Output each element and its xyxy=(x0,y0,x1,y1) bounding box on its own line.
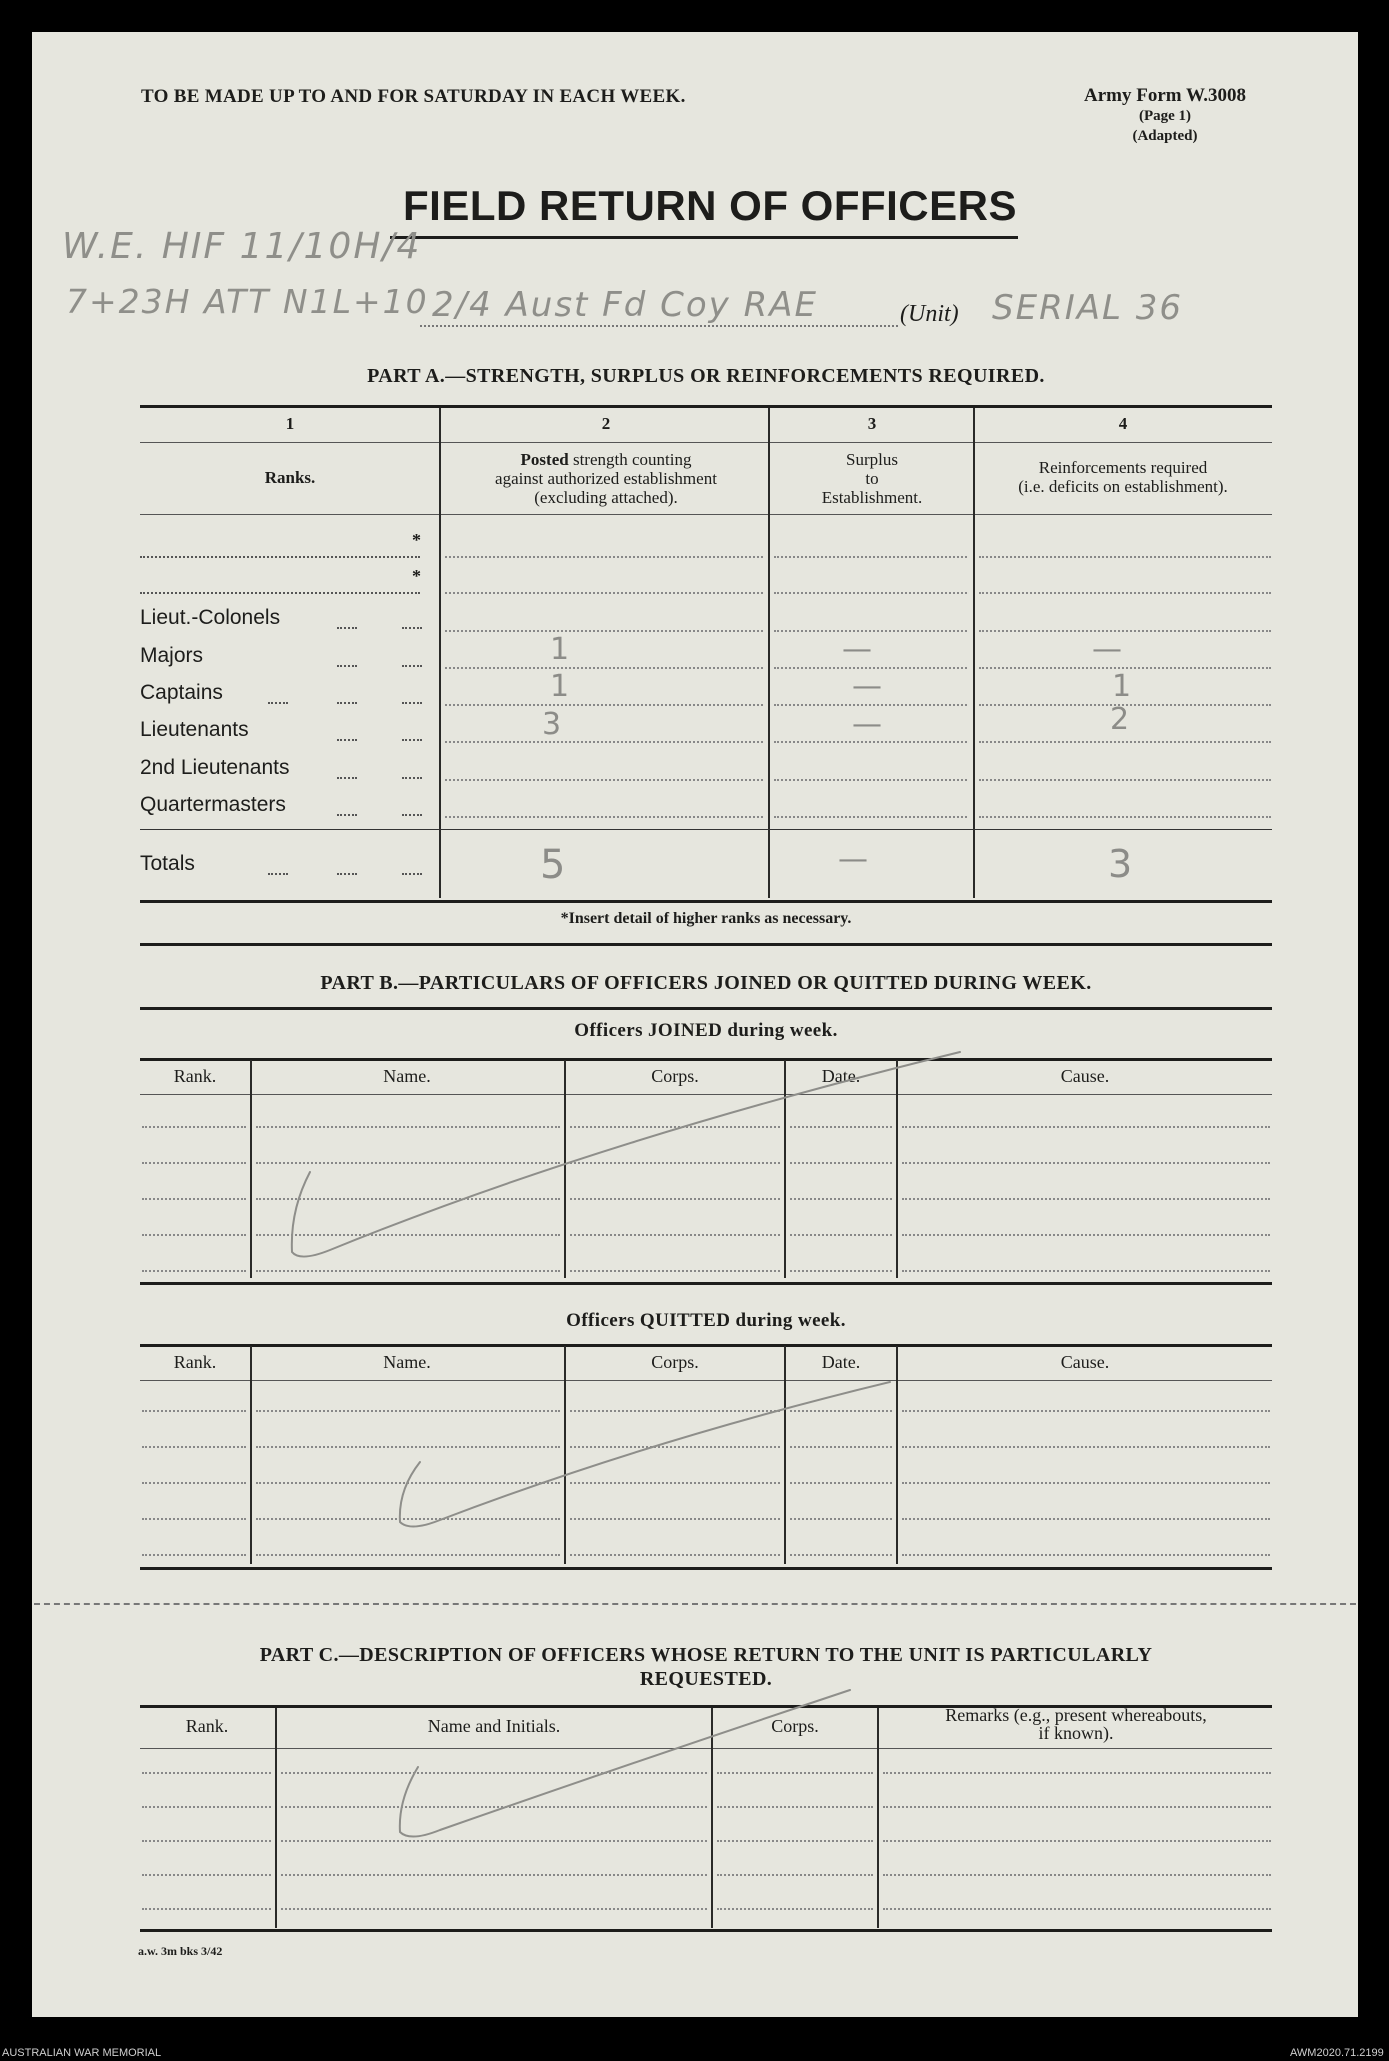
archive-caption-left: AUSTRALIAN WAR MEMORIAL xyxy=(2,2047,162,2059)
majors-reinforcements: — xyxy=(1092,632,1122,667)
col-number-2: 2 xyxy=(601,414,611,433)
joined-col-date: Date. xyxy=(821,1066,861,1086)
quitted-strike-stroke xyxy=(400,1382,890,1527)
quitted-col-rank: Rank. xyxy=(173,1352,217,1372)
unit-label: (Unit) xyxy=(900,301,959,327)
joined-col-rank: Rank. xyxy=(173,1066,217,1086)
lieutenants-surplus: — xyxy=(852,707,882,742)
handwritten-ref-line2: 7+23H ATT N1L+10 xyxy=(66,282,429,321)
surplus-line3: Establishment. xyxy=(821,488,923,507)
asterisk-1: * xyxy=(412,530,421,550)
part-c-col-name: Name and Initials. xyxy=(427,1716,561,1736)
joined-col-cause: Cause. xyxy=(1060,1066,1110,1086)
totals-label: Totals xyxy=(140,852,195,875)
quitted-col-corps: Corps. xyxy=(651,1352,699,1372)
page-title: FIELD RETURN OF OFFICERS xyxy=(403,182,1017,229)
handwritten-unit-name: 2/4 Aust Fd Coy RAE xyxy=(432,285,818,325)
archive-caption-right: AWM2020.71.2199 xyxy=(1290,2047,1384,2059)
captains-reinforcements: 1 xyxy=(1112,669,1132,704)
reinf-line2: (i.e. deficits on establishment). xyxy=(1018,477,1228,496)
handwritten-serial: SERIAL 36 xyxy=(992,288,1183,328)
part-c-col-corps: Corps. xyxy=(771,1716,819,1736)
remarks-line2: if known). xyxy=(1038,1723,1114,1743)
instruction-text: TO BE MADE UP TO AND FOR SATURDAY IN EACH WEEK. xyxy=(141,86,686,107)
quitted-col-cause: Cause. xyxy=(1060,1352,1110,1372)
part-c-col-rank: Rank. xyxy=(185,1716,229,1736)
handwritten-ref-line1: W.E. HIF 11/10H/4 xyxy=(62,226,422,267)
col-number-3: 3 xyxy=(867,414,877,433)
joined-col-name: Name. xyxy=(383,1066,431,1086)
majors-surplus: — xyxy=(842,632,872,667)
rank-lieut-colonels: Lieut.-Colonels xyxy=(140,606,281,629)
print-code: a.w. 3m bks 3/42 xyxy=(138,1944,223,1958)
page-number: (Page 1) xyxy=(1138,108,1192,124)
majors-posted: 1 xyxy=(550,632,570,667)
posted-line2: against authorized establishment xyxy=(495,469,717,488)
part-c-title-line1: PART C.—DESCRIPTION OF OFFICERS WHOSE RETURN TO THE UNIT IS PARTICULARLY xyxy=(259,1644,1153,1666)
posted-rest: strength counting xyxy=(568,450,692,469)
rank-quartermasters: Quartermasters xyxy=(140,793,286,816)
remarks-line1: Remarks (e.g., present whereabouts, xyxy=(945,1705,1207,1725)
col-ranks-header: Ranks. xyxy=(264,468,316,487)
part-b-title: PART B.—PARTICULARS OF OFFICERS JOINED OR QUITTED DURING WEEK. xyxy=(320,972,1092,994)
captains-posted: 1 xyxy=(550,669,570,704)
totals-surplus: — xyxy=(838,842,868,877)
joined-strike-stroke xyxy=(292,1052,960,1257)
quitted-title: Officers QUITTED during week. xyxy=(566,1310,846,1331)
totals-posted: 5 xyxy=(540,842,566,888)
col-number-1: 1 xyxy=(285,414,295,433)
captains-surplus: — xyxy=(852,669,882,704)
posted-line3: (excluding attached). xyxy=(534,488,678,507)
rank-majors: Majors xyxy=(140,644,204,667)
surplus-line2: to xyxy=(865,469,879,488)
quitted-col-name: Name. xyxy=(383,1352,431,1372)
lieutenants-reinforcements: 2 xyxy=(1110,702,1130,737)
surplus-line1: Surplus xyxy=(846,450,898,469)
part-c-strike-stroke xyxy=(400,1690,850,1837)
part-a-title: PART A.—STRENGTH, SURPLUS OR REINFORCEMENTS REQUIRED. xyxy=(367,365,1045,387)
totals-reinforcements: 3 xyxy=(1108,842,1133,886)
joined-title: Officers JOINED during week. xyxy=(574,1020,838,1041)
rank-lieutenants: Lieutenants xyxy=(140,718,249,741)
col-number-4: 4 xyxy=(1118,414,1128,433)
quitted-col-date: Date. xyxy=(821,1352,861,1372)
part-c-title-line2: REQUESTED. xyxy=(639,1668,773,1690)
lieutenants-posted: 3 xyxy=(542,707,562,742)
rank-2nd-lieutenants: 2nd Lieutenants xyxy=(140,756,290,779)
part-a-footnote: *Insert detail of higher ranks as necessary. xyxy=(560,910,852,927)
adapted-note: (Adapted) xyxy=(1132,128,1198,144)
reinf-line1: Reinforcements required xyxy=(1038,458,1208,477)
asterisk-2: * xyxy=(412,566,421,586)
joined-col-corps: Corps. xyxy=(651,1066,699,1086)
rank-captains: Captains xyxy=(140,681,223,704)
posted-bold: Posted xyxy=(520,450,569,469)
form-id: Army Form W.3008 xyxy=(1083,85,1246,106)
